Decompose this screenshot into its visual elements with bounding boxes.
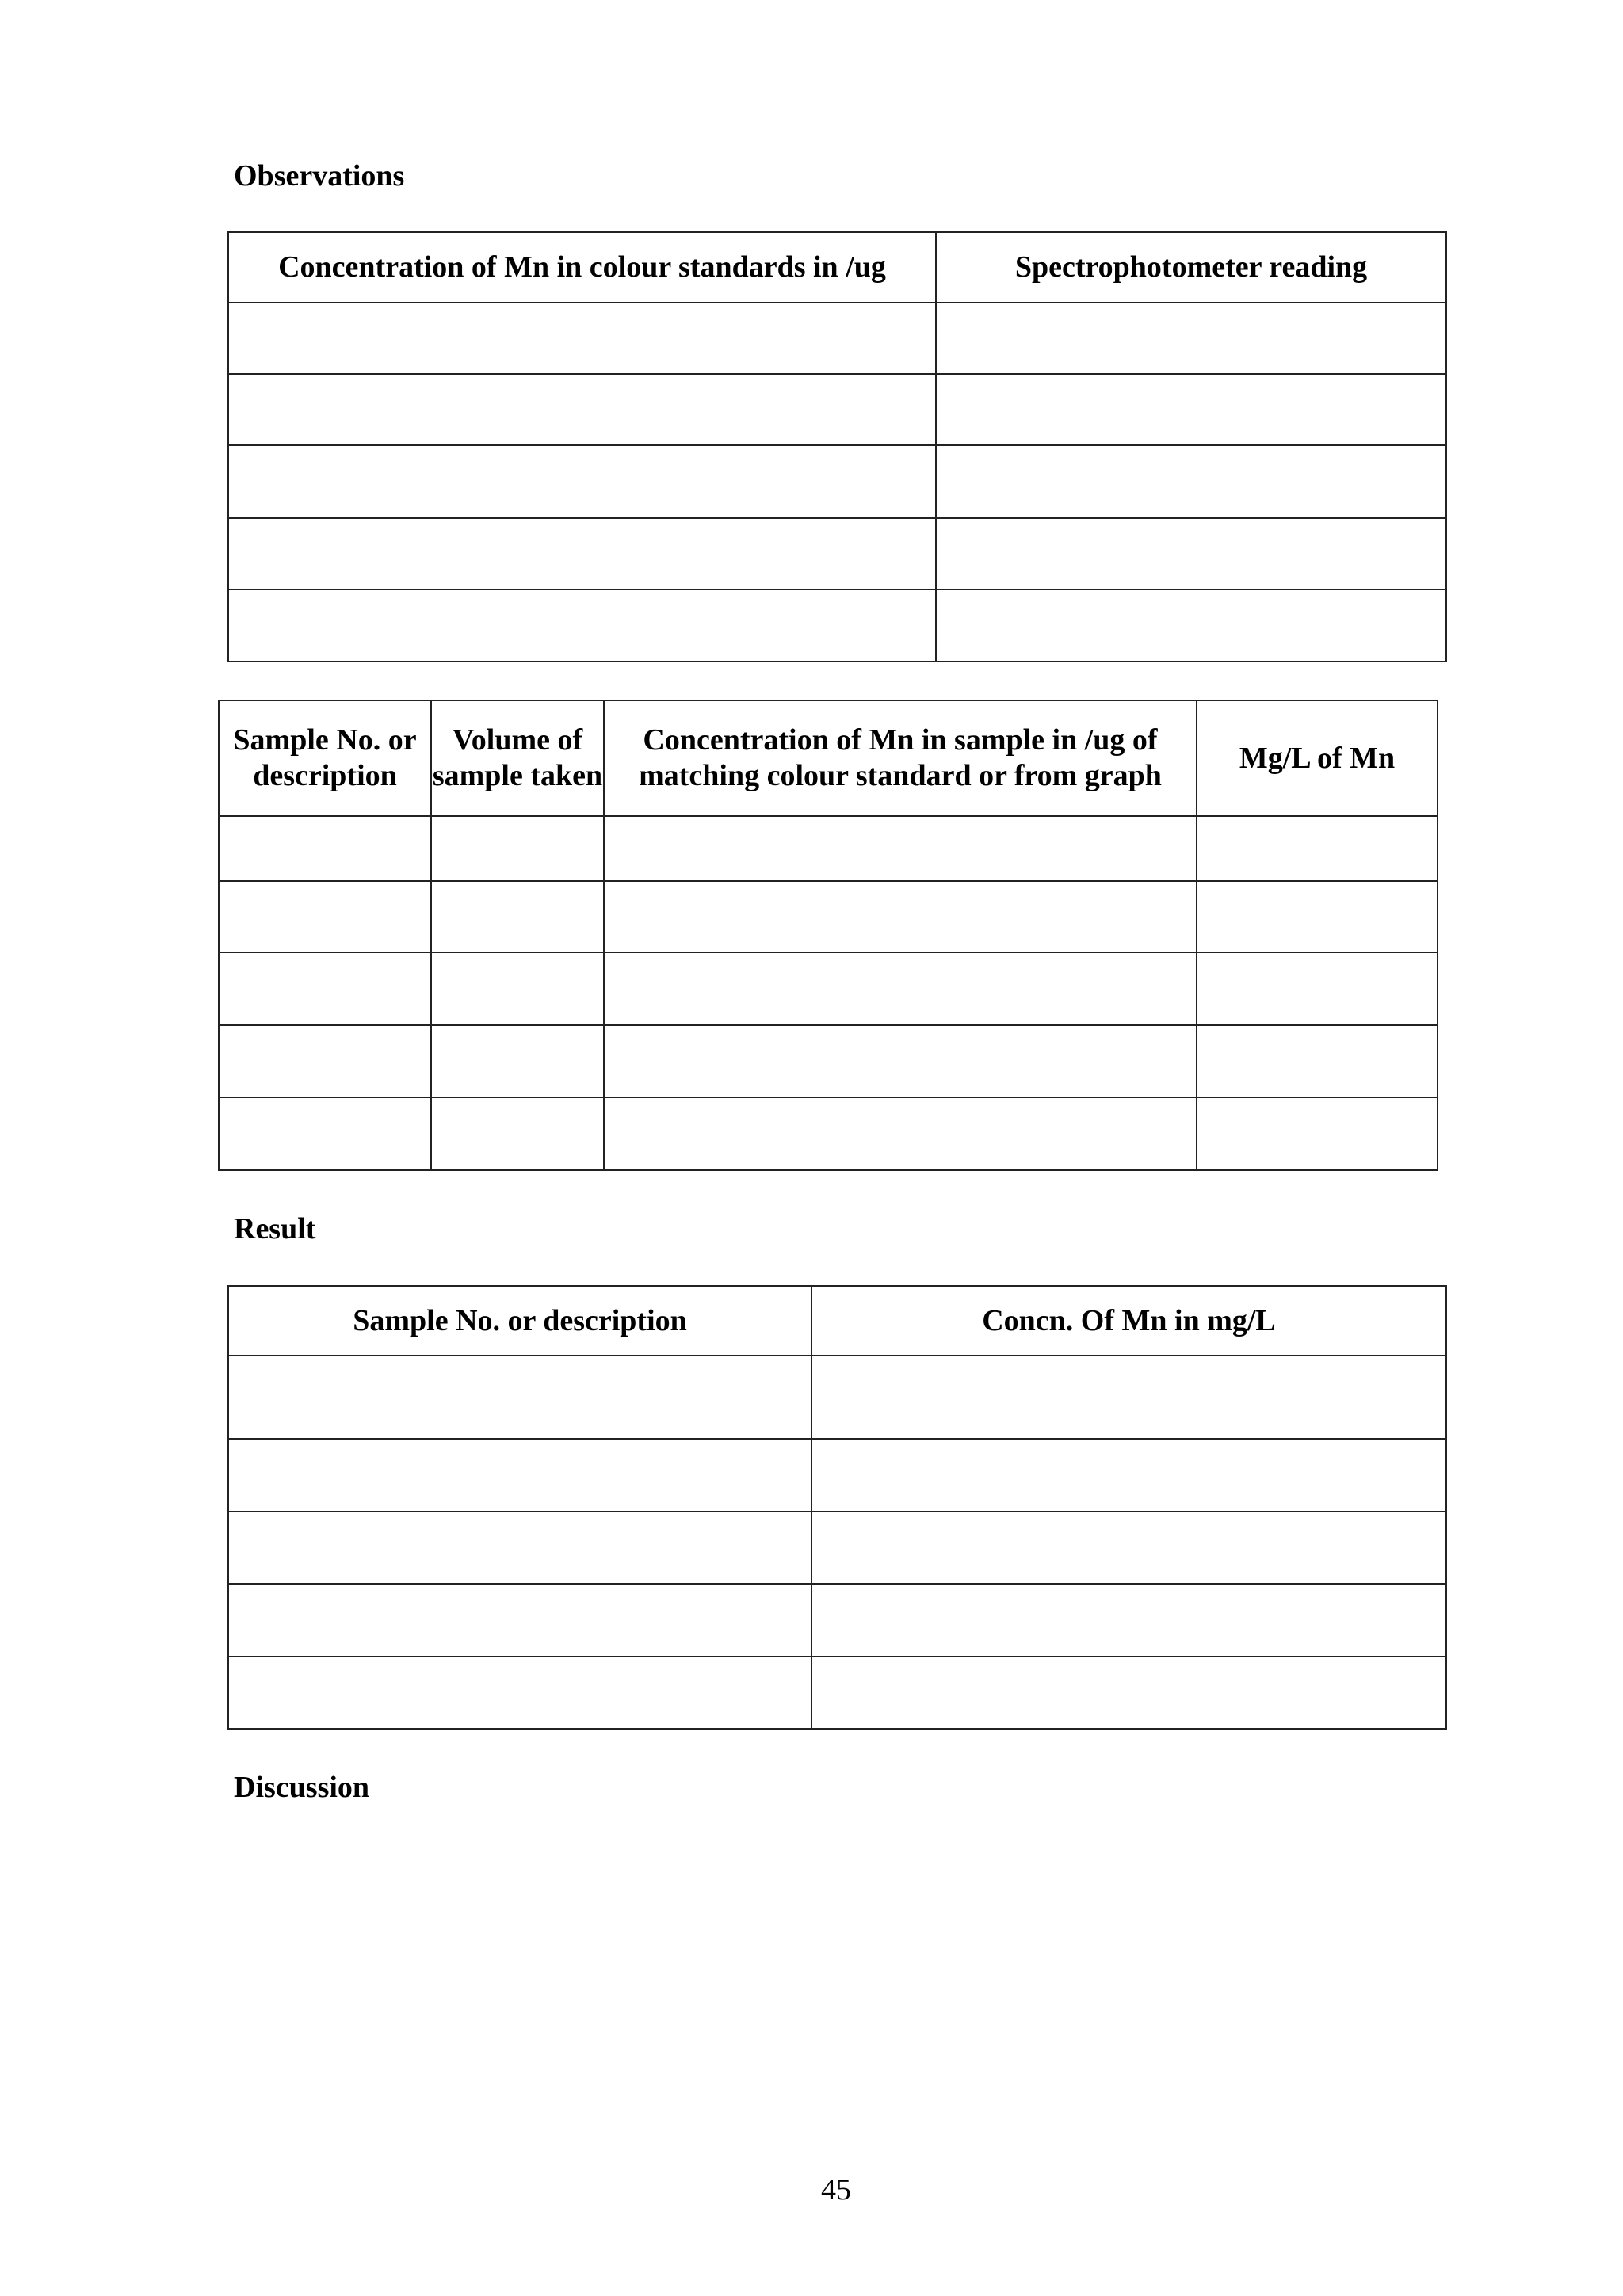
table-cell[interactable] bbox=[812, 1657, 1446, 1729]
header-result-sample: Sample No. or description bbox=[228, 1286, 812, 1356]
table-row bbox=[228, 1439, 1446, 1512]
table-row bbox=[228, 1512, 1446, 1584]
table-cell[interactable] bbox=[228, 1439, 812, 1512]
table-row bbox=[219, 881, 1438, 952]
header-volume-sample: Volume of sample taken bbox=[431, 700, 604, 816]
table-cell[interactable] bbox=[604, 881, 1197, 952]
table-cell[interactable] bbox=[228, 445, 936, 518]
table-cell[interactable] bbox=[936, 445, 1446, 518]
table-row bbox=[228, 445, 1446, 518]
table-cell[interactable] bbox=[431, 881, 604, 952]
table-cell[interactable] bbox=[219, 881, 431, 952]
table-cell[interactable] bbox=[604, 952, 1197, 1025]
table-cell[interactable] bbox=[604, 1097, 1197, 1170]
table-cell[interactable] bbox=[219, 952, 431, 1025]
table-cell[interactable] bbox=[936, 303, 1446, 374]
table-cell[interactable] bbox=[431, 1097, 604, 1170]
table-cell[interactable] bbox=[604, 816, 1197, 881]
table-cell[interactable] bbox=[1197, 1025, 1438, 1097]
observations-heading: Observations bbox=[234, 159, 405, 193]
table-cell[interactable] bbox=[1197, 816, 1438, 881]
table-cell[interactable] bbox=[219, 1025, 431, 1097]
table-header-row bbox=[219, 700, 1438, 816]
table-cell[interactable] bbox=[812, 1356, 1446, 1439]
header-concentration-sample: Concentration of Mn in sample in /ug of matching colour standard or from graph bbox=[604, 700, 1197, 816]
table-header-row bbox=[228, 1286, 1446, 1356]
table-header-row bbox=[228, 232, 1446, 303]
page-number: 45 bbox=[821, 2173, 851, 2206]
table-cell[interactable] bbox=[604, 1025, 1197, 1097]
table-row bbox=[228, 303, 1446, 374]
table-cell[interactable] bbox=[431, 816, 604, 881]
table-cell[interactable] bbox=[812, 1584, 1446, 1657]
table-row bbox=[228, 374, 1446, 445]
table-cell[interactable] bbox=[219, 1097, 431, 1170]
table-cell[interactable] bbox=[228, 374, 936, 445]
table-cell[interactable] bbox=[1197, 1097, 1438, 1170]
header-spectrophotometer-reading: Spectrophotometer reading bbox=[936, 232, 1446, 303]
table-cell[interactable] bbox=[936, 518, 1446, 589]
table-row bbox=[219, 1025, 1438, 1097]
table-cell[interactable] bbox=[219, 816, 431, 881]
table-cell[interactable] bbox=[936, 589, 1446, 662]
table-cell[interactable] bbox=[431, 1025, 604, 1097]
table-cell[interactable] bbox=[228, 518, 936, 589]
table-cell[interactable] bbox=[228, 1512, 812, 1584]
table-cell[interactable] bbox=[228, 589, 936, 662]
table-row bbox=[228, 518, 1446, 589]
table-cell[interactable] bbox=[812, 1512, 1446, 1584]
header-result-concentration: Concn. Of Mn in mg/L bbox=[812, 1286, 1446, 1356]
header-sample-no: Sample No. or description bbox=[219, 700, 431, 816]
table-cell[interactable] bbox=[228, 1657, 812, 1729]
table-row bbox=[228, 1657, 1446, 1729]
table-cell[interactable] bbox=[1197, 881, 1438, 952]
table-cell[interactable] bbox=[936, 374, 1446, 445]
sample-table bbox=[218, 700, 1438, 1171]
colour-standards-table bbox=[227, 231, 1447, 662]
table-cell[interactable] bbox=[228, 1584, 812, 1657]
header-mg-per-l: Mg/L of Mn bbox=[1197, 700, 1438, 816]
table-row bbox=[228, 589, 1446, 662]
discussion-heading: Discussion bbox=[234, 1771, 370, 1804]
table-cell[interactable] bbox=[1197, 952, 1438, 1025]
table-cell[interactable] bbox=[431, 952, 604, 1025]
table-cell[interactable] bbox=[228, 1356, 812, 1439]
table-row bbox=[228, 1356, 1446, 1439]
table-row bbox=[219, 816, 1438, 881]
table-row bbox=[228, 1584, 1446, 1657]
result-table bbox=[227, 1285, 1447, 1730]
table-cell[interactable] bbox=[812, 1439, 1446, 1512]
table-row bbox=[219, 1097, 1438, 1170]
table-cell[interactable] bbox=[228, 303, 936, 374]
result-heading: Result bbox=[234, 1212, 316, 1245]
table-row bbox=[219, 952, 1438, 1025]
header-concentration-standards: Concentration of Mn in colour standards in /ug bbox=[228, 232, 936, 303]
